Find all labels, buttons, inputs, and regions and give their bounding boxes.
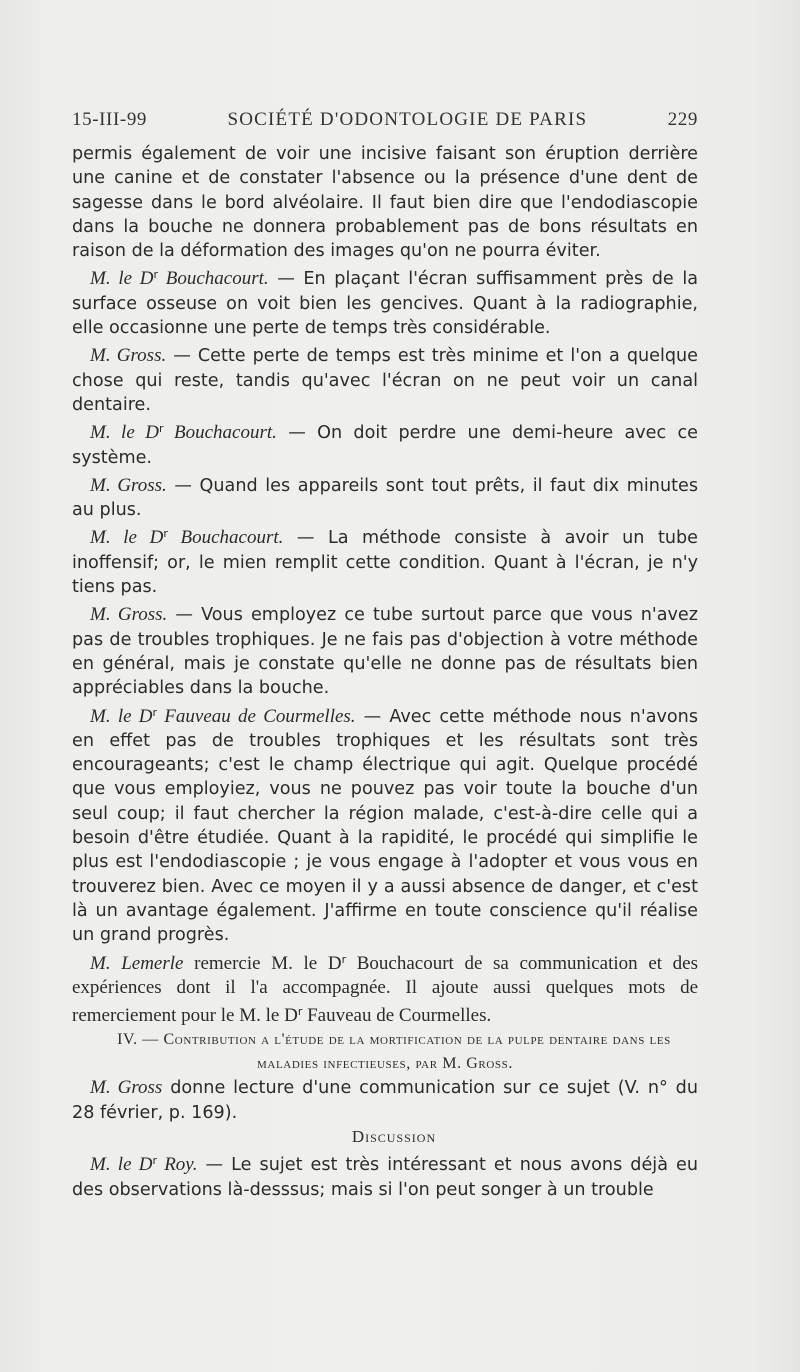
speaker: M. le D xyxy=(90,527,164,549)
speaker: M. le D xyxy=(90,422,159,444)
header-title: SOCIÉTÉ D'ODONTOLOGIE DE PARIS xyxy=(227,109,588,130)
paragraph: M. Gross. — Cette perte de temps est très minime et l'on a quelque chose qui reste, tandis qu'avec l'écran on ne peut voir un canal dentaire. xyxy=(72,345,698,415)
section-heading: IV. — Contribution a l'étude de la mortification de la pulpe dentaire dans les maladies infectieuses, par M. Gross. xyxy=(117,1031,671,1073)
page-number: 229 xyxy=(667,109,698,130)
discussion-heading: Discussion xyxy=(351,1126,437,1146)
paragraph: M. le $D^r$ Bouchacourt. — En plaçant l'écran suffisamment près de la surface osseuse on voit bien les gencives. Quant à la radiographie, elle occasionne une perte de temps très considérable. xyxy=(72,268,699,339)
page-body xyxy=(72,138,698,1202)
speaker: M. le D xyxy=(90,705,153,727)
paragraph: M. le $D^r$ Bouchacourt. — On doit perdre une demi-heure avec ce système. xyxy=(72,422,698,468)
speaker: M. Gross. xyxy=(90,604,168,626)
paragraph: M. le $D^r$ Bouchacourt. — La méthode consiste à avoir un tube inoffensif; or, le mien remplit cette condition. Quant à l'écran, je n'y tiens pas. xyxy=(72,527,698,598)
speaker: M. Gross. xyxy=(90,474,167,496)
speaker: M. Gross xyxy=(90,1077,163,1099)
speaker: M. Gross. xyxy=(90,345,167,367)
speaker: M. le D xyxy=(90,1154,153,1176)
speaker: M. le D xyxy=(90,268,154,290)
paragraph: M. Gross donne lecture d'une communication sur ce sujet (V. n° du 28 février, p. 169). xyxy=(72,1077,698,1123)
speaker: M. Lemerle xyxy=(90,952,184,974)
header-date: 15-III-99 xyxy=(72,109,148,130)
paragraph: M. Lemerle remercie M. le $D^r$ Bouchacourt de sa communication et des expériences dont il l'a accompagnée. Il ajoute aussi quelques mots de remerciement pour le M. le $D^r$ Fauveau de Courmelles. xyxy=(72,952,698,1027)
paragraph: M. Gross. — Quand les appareils sont tout prêts, il faut dix minutes au plus. xyxy=(72,474,698,521)
paragraph: M. le $D^r$ Roy. — Le sujet est très intéressant et nous avons déjà eu des observations là-desssus; mais si l'on peut songer à un trouble xyxy=(72,1154,699,1200)
running-header xyxy=(72,109,698,131)
paragraph: permis également de voir une incisive faisant son éruption derrière une canine et de constater l'absence ou la présence d'une dent de sagesse dans le bord alvéolaire. Il faut bien dire que l'endodiascopie dans la bouche ne donnera probablement pas de bons résultats en raison de la déformation des images qu'on ne pourra éviter. xyxy=(72,144,698,262)
paragraph: M. le $D^r$ Fauveau de Courmelles. — Avec cette méthode nous n'avons en effet pas de troubles trophiques et les résultats sont très encourageants; c'est le champ électrique qui agit. Quelque procédé que vous employiez, vous ne pouvez pas voir toute la bouche d'un seul coup; il faut chercher la région malade, c'est-à-dire celle qui a besoin d'être étudiée. Quant à la rapidité, le procédé qui simplifie le plus est l'endodiascopie ; je vous engage à l'adopter et vous vous en trouverez bien. Avec ce moyen il y a aussi absence de danger, et c'est là un avantage également. J'affirme en toute conscience qu'il réalise un grand progrès. xyxy=(72,705,698,946)
paragraph: M. Gross. — Vous employez ce tube surtout parce que vous n'avez pas de troubles trophiques. Je ne fais pas d'objection à votre méthode en général, mais je constate qu'elle ne donne pas de résultats bien appréciables dans la bouche. xyxy=(72,604,698,699)
